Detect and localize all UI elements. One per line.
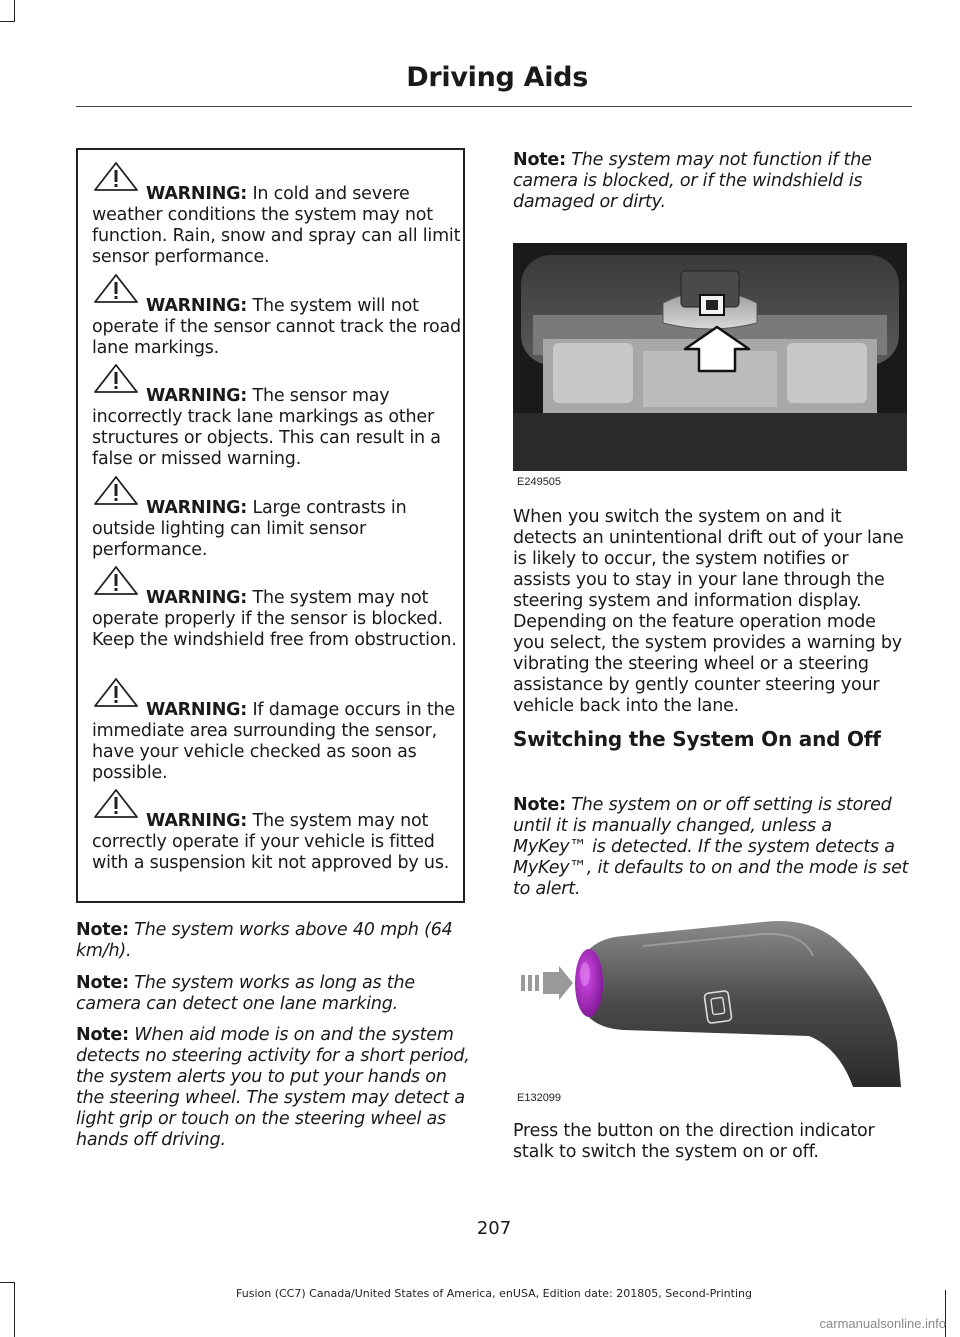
note-label: Note:: [76, 920, 129, 940]
note: [76, 1025, 476, 1151]
warning-item: [92, 386, 464, 470]
page-title: Driving Aids: [406, 62, 588, 93]
warning-triangle-icon: [92, 272, 140, 304]
warning-triangle-icon: [92, 474, 140, 506]
warning-label: WARNING:: [146, 700, 248, 720]
warning-label: WARNING:: [146, 184, 248, 204]
note: [513, 795, 909, 900]
warning-label: WARNING:: [146, 296, 248, 316]
note: [76, 920, 456, 962]
warning-label: WARNING:: [146, 386, 248, 406]
indicator-stalk-figure: [513, 912, 907, 1092]
paragraph: [513, 1121, 909, 1163]
warning-triangle-icon: [92, 564, 140, 596]
warning-text: In cold and severe weather conditions the system may not function. Rain, snow and spray can all limit sensor performance.: [92, 184, 461, 267]
paragraph: [513, 507, 909, 717]
crop-mark: [14, 0, 15, 22]
footer-text: Fusion (CC7) Canada/United States of America, enUSA, Edition date: 201805, Second-Printing: [236, 1287, 752, 1300]
note-text: The system on or off setting is stored until it is manually changed, unless a MyKey™ is detected. If the system detects a MyKey™, it defaults to on and the mode is set to alert.: [513, 795, 909, 899]
warning-text: The system may not operate properly if the sensor is blocked. Keep the windshield free from obstruction.: [92, 588, 457, 650]
warning-text: If damage occurs in the immediate area surrounding the sensor, have your vehicle checked as soon as possible.: [92, 700, 455, 783]
note: [513, 150, 903, 213]
warning-triangle-icon: [92, 787, 140, 819]
paragraph-text: Press the button on the direction indicator stalk to switch the system on or off.: [513, 1121, 875, 1162]
warning-label: WARNING:: [146, 498, 248, 518]
warning-triangle-icon: [92, 676, 140, 708]
warning-item: [92, 498, 464, 561]
figure-code: E132099: [517, 1092, 562, 1104]
warning-item: [92, 700, 464, 784]
crop-mark: [0, 1282, 14, 1283]
paragraph-text: When you switch the system on and it detects an unintentional drift out of your lane is likely to occur, the system notifies or assists you to stay in your lane through the steering system and information display. Depending on the feature operation mode you select, the system provides a warning by vibrating the steering wheel or a steering assistance by gently counter steering your vehicle back into the lane.: [513, 507, 904, 716]
windshield-camera-figure: [513, 243, 907, 471]
warning-item: [92, 588, 464, 651]
note-text: When aid mode is on and the system detects no steering activity for a short period, the system alerts you to put your hands on the steering wheel. The system may detect a light grip or touch on the steering wheel as hands off driving.: [76, 1025, 470, 1150]
note-text: The system may not function if the camera is blocked, or if the windshield is damaged or dirty.: [513, 150, 872, 212]
warning-item: [92, 184, 464, 268]
warning-item: [92, 811, 464, 874]
warning-triangle-icon: [92, 362, 140, 394]
warning-text: The system may not correctly operate if your vehicle is fitted with a suspension kit not approved by us.: [92, 811, 450, 873]
note-label: Note:: [76, 1025, 129, 1045]
note-label: Note:: [513, 150, 566, 170]
section-heading: Switching the System On and Off: [513, 727, 881, 751]
title-rule: [76, 106, 912, 107]
watermark: carmanualsonline.info: [819, 1316, 946, 1331]
warning-text: Large contrasts in outside lighting can limit sensor performance.: [92, 498, 407, 560]
page-number: 207: [476, 1218, 512, 1239]
crop-mark: [0, 21, 14, 22]
warning-label: WARNING:: [146, 588, 248, 608]
note-text: The system works above 40 mph (64 km/h).: [76, 920, 453, 961]
note-label: Note:: [76, 973, 129, 993]
note-label: Note:: [513, 795, 566, 815]
figure-code: E249505: [517, 476, 562, 488]
warning-triangle-icon: [92, 160, 140, 192]
note: [76, 973, 456, 1015]
warning-text: The system will not operate if the sensor cannot track the road lane markings.: [92, 296, 461, 358]
note-text: The system works as long as the camera can detect one lane marking.: [76, 973, 415, 1014]
warning-item: [92, 296, 464, 359]
warning-text: The sensor may incorrectly track lane markings as other structures or objects. This can result in a false or missed warning.: [92, 386, 441, 469]
warning-label: WARNING:: [146, 811, 248, 831]
